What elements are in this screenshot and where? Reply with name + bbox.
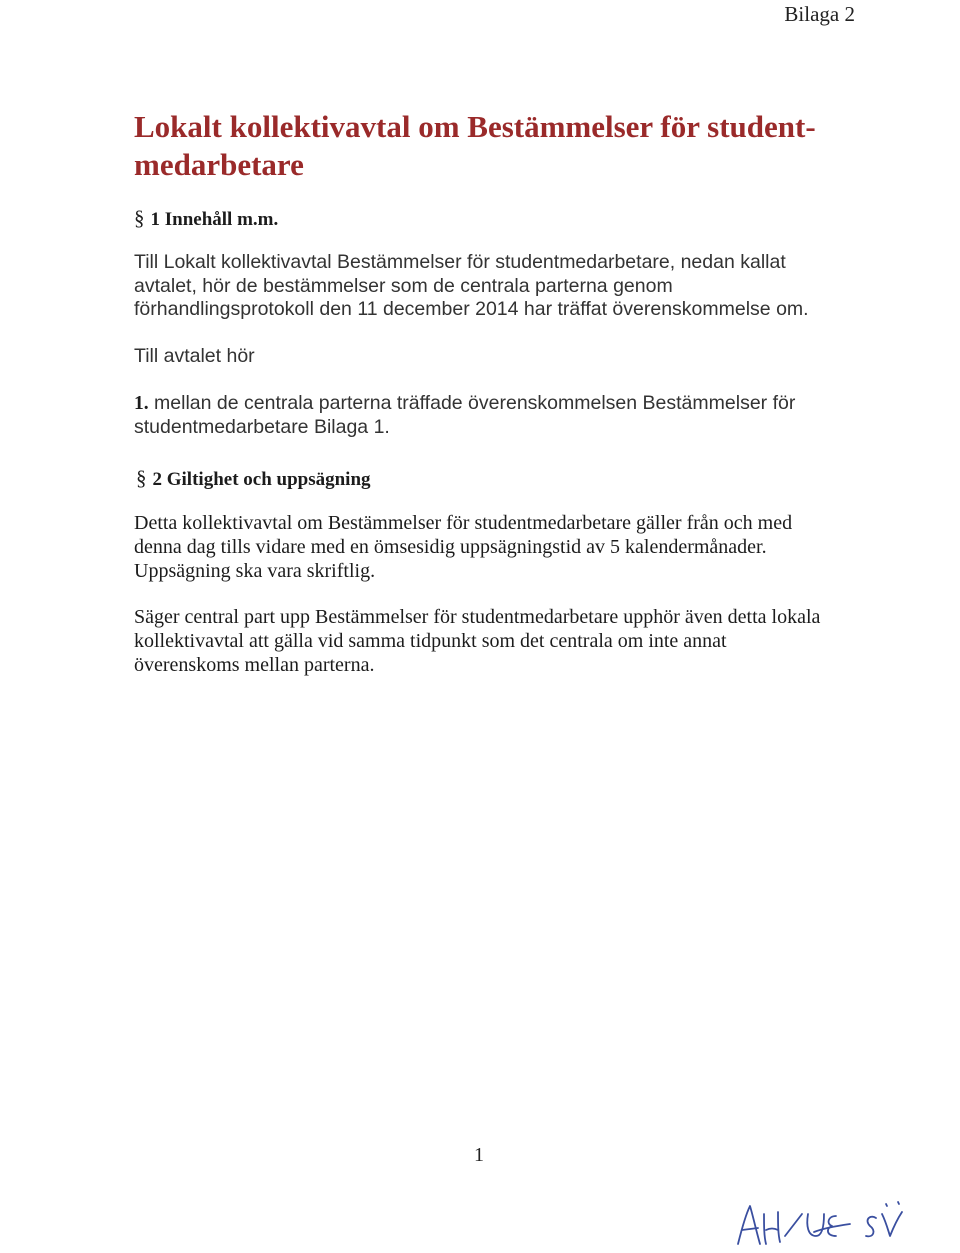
- section-2-paragraph-1: Detta kollektivavtal om Bestämmelser för studentmedarbetare gäller från och med denna dag tills vidare med en ömsesidig uppsägningstid av 5 kalendermånader. Uppsägning ska vara skriftlig.: [134, 512, 793, 582]
- attachment-label: Bilaga 2: [784, 2, 855, 26]
- list-item-text: mellan de centrala parterna träffade överenskommelsen Bestämmelser för studentmedarbetare Bilaga 1.: [134, 392, 796, 438]
- handwritten-initials: [690, 1192, 940, 1252]
- page-number: 1: [474, 1144, 484, 1166]
- section-1-heading: [134, 206, 278, 231]
- list-item-number: 1.: [134, 393, 149, 414]
- section-1-list-item: [134, 392, 824, 439]
- section-1-paragraph: Till Lokalt kollektivavtal Bestämmelser för studentmedarbetare, nedan kallat avtalet, hör de bestämmelser som de centrala parterna genom förhandlingsprotokoll den 11 december 2014 har träffat överenskommelse om.: [134, 251, 809, 320]
- document-title: Lokalt kollektivavtal om Bestämmelser för student-medarbetare: [134, 109, 816, 182]
- section-1-heading-text: 1 Innehåll m.m.: [150, 209, 279, 230]
- section-2-heading: [136, 466, 371, 491]
- section-1-intro: Till avtalet hör: [134, 345, 255, 367]
- section-symbol: §: [136, 466, 147, 490]
- section-2-heading-text: 2 Giltighet och uppsägning: [152, 469, 371, 490]
- section-2-paragraph-2: Säger central part upp Bestämmelser för studentmedarbetare upphör även detta lokala kollektivavtal att gälla vid samma tidpunkt som det centrala om inte annat överenskoms mellan parterna.: [134, 606, 821, 676]
- section-symbol: §: [134, 206, 145, 230]
